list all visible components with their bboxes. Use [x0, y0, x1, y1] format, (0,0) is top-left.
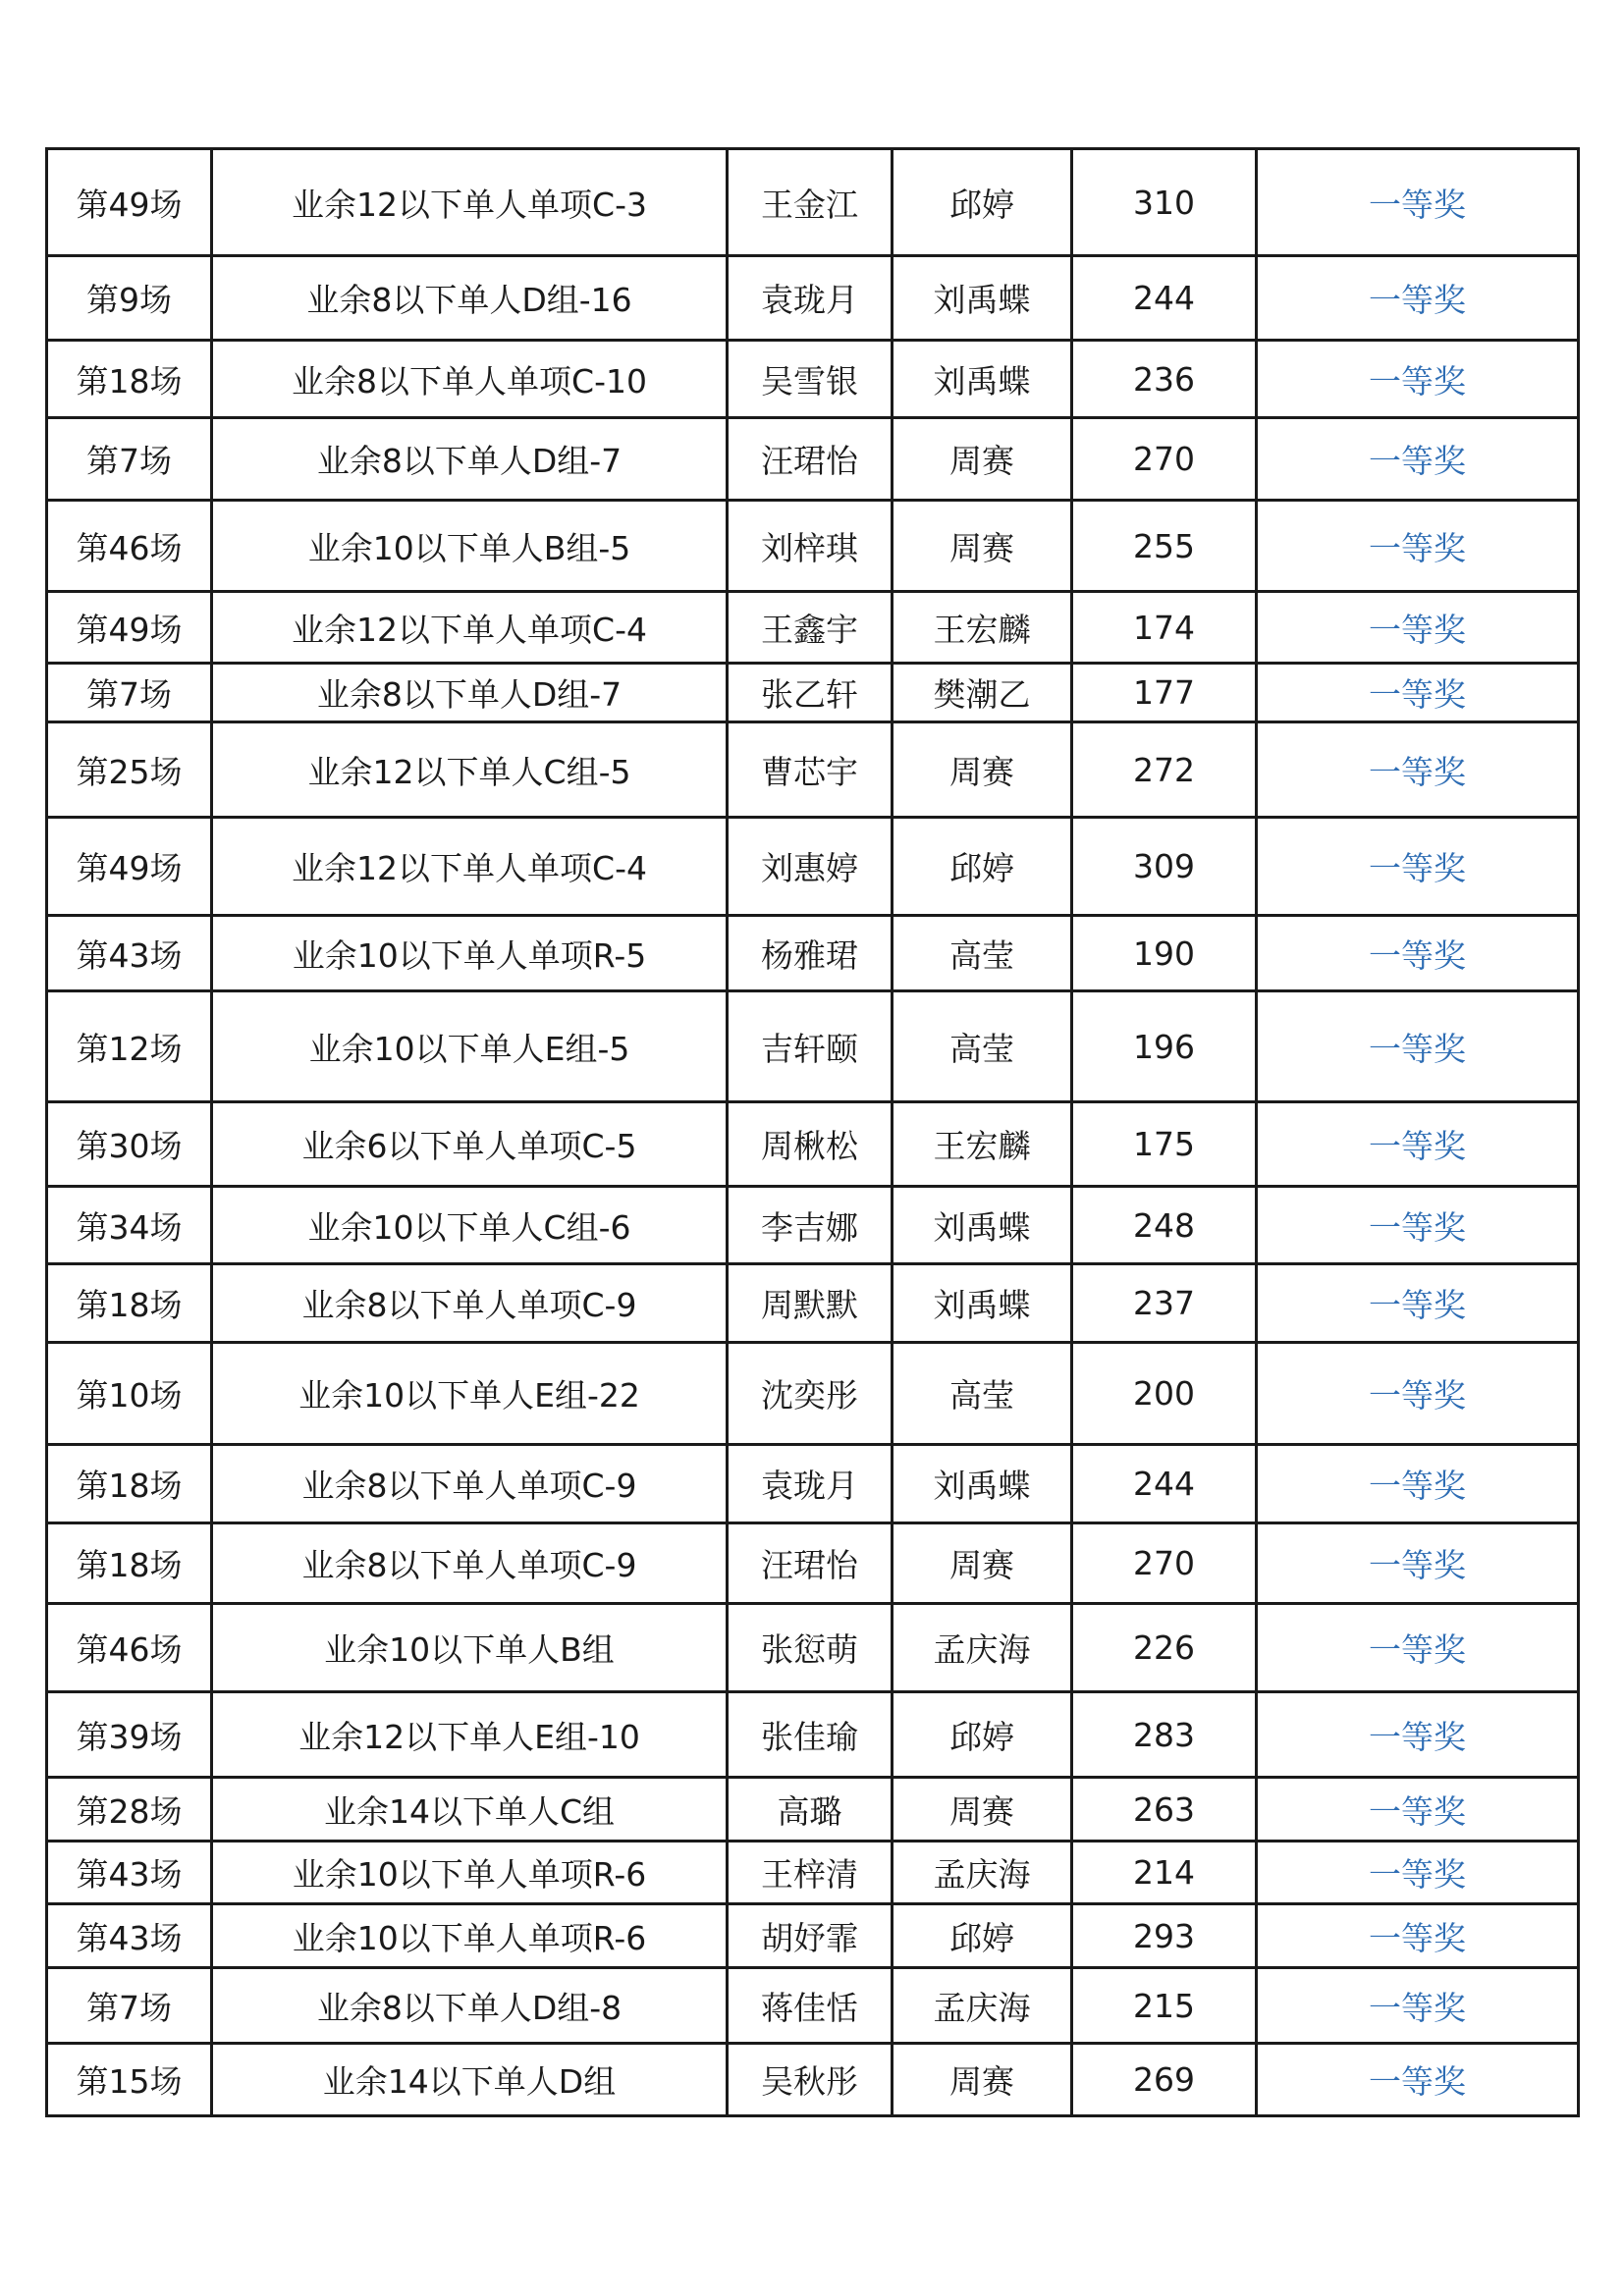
award-cell: 一等奖: [1257, 991, 1579, 1102]
name-cell: 张乙轩: [728, 664, 893, 722]
coach-cell: 周赛: [893, 501, 1072, 592]
name-cell: 王鑫宇: [728, 592, 893, 664]
coach-cell: 高莹: [893, 991, 1072, 1102]
event-cell: 业余10以下单人E组-5: [212, 991, 728, 1102]
score-cell: 255: [1072, 501, 1257, 592]
round-cell: 第49场: [47, 149, 212, 256]
round-cell: 第49场: [47, 592, 212, 664]
name-cell: 胡妤霏: [728, 1904, 893, 1968]
event-cell: 业余10以下单人单项R-6: [212, 1904, 728, 1968]
round-cell: 第15场: [47, 2044, 212, 2116]
event-cell: 业余8以下单人单项C-9: [212, 1445, 728, 1523]
table-row: [47, 341, 1579, 418]
table-row: [47, 1904, 1579, 1968]
award-cell: 一等奖: [1257, 1604, 1579, 1692]
round-cell: 第18场: [47, 1445, 212, 1523]
round-cell: 第28场: [47, 1778, 212, 1842]
score-cell: 283: [1072, 1692, 1257, 1778]
event-cell: 业余10以下单人B组: [212, 1604, 728, 1692]
coach-cell: 邱婷: [893, 818, 1072, 916]
table-row: [47, 1692, 1579, 1778]
table-row: [47, 1604, 1579, 1692]
event-cell: 业余14以下单人C组: [212, 1778, 728, 1842]
event-cell: 业余8以下单人D组-7: [212, 664, 728, 722]
coach-cell: 周赛: [893, 1523, 1072, 1604]
name-cell: 汪珺怡: [728, 418, 893, 501]
award-cell: 一等奖: [1257, 2044, 1579, 2116]
event-cell: 业余8以下单人D组-16: [212, 256, 728, 341]
table-row: [47, 1523, 1579, 1604]
round-cell: 第43场: [47, 1842, 212, 1904]
score-cell: 196: [1072, 991, 1257, 1102]
coach-cell: 刘禹蝶: [893, 256, 1072, 341]
table-row: [47, 722, 1579, 818]
score-cell: 237: [1072, 1264, 1257, 1343]
name-cell: 吴雪银: [728, 341, 893, 418]
event-cell: 业余8以下单人D组-8: [212, 1968, 728, 2044]
event-cell: 业余10以下单人单项R-5: [212, 916, 728, 991]
name-cell: 周楸松: [728, 1102, 893, 1187]
round-cell: 第7场: [47, 1968, 212, 2044]
table-row: [47, 256, 1579, 341]
coach-cell: 周赛: [893, 722, 1072, 818]
table-row: [47, 418, 1579, 501]
score-cell: 236: [1072, 341, 1257, 418]
results-table: [45, 147, 1580, 2117]
round-cell: 第9场: [47, 256, 212, 341]
round-cell: 第34场: [47, 1187, 212, 1264]
event-cell: 业余8以下单人单项C-9: [212, 1264, 728, 1343]
round-cell: 第46场: [47, 1604, 212, 1692]
table-row: [47, 1264, 1579, 1343]
round-cell: 第43场: [47, 1904, 212, 1968]
coach-cell: 王宏麟: [893, 1102, 1072, 1187]
score-cell: 244: [1072, 1445, 1257, 1523]
table-row: [47, 664, 1579, 722]
name-cell: 杨雅珺: [728, 916, 893, 991]
name-cell: 张佳瑜: [728, 1692, 893, 1778]
score-cell: 310: [1072, 149, 1257, 256]
score-cell: 177: [1072, 664, 1257, 722]
round-cell: 第12场: [47, 991, 212, 1102]
score-cell: 175: [1072, 1102, 1257, 1187]
event-cell: 业余12以下单人单项C-3: [212, 149, 728, 256]
name-cell: 吴秋彤: [728, 2044, 893, 2116]
round-cell: 第18场: [47, 1264, 212, 1343]
coach-cell: 邱婷: [893, 1904, 1072, 1968]
award-cell: 一等奖: [1257, 1842, 1579, 1904]
results-table-body: [47, 149, 1579, 2116]
table-row: [47, 1968, 1579, 2044]
table-row: [47, 1102, 1579, 1187]
award-cell: 一等奖: [1257, 1102, 1579, 1187]
table-row: [47, 1842, 1579, 1904]
table-row: [47, 916, 1579, 991]
coach-cell: 孟庆海: [893, 1968, 1072, 2044]
score-cell: 174: [1072, 592, 1257, 664]
award-cell: 一等奖: [1257, 1264, 1579, 1343]
name-cell: 蒋佳恬: [728, 1968, 893, 2044]
name-cell: 王金江: [728, 149, 893, 256]
coach-cell: 周赛: [893, 1778, 1072, 1842]
round-cell: 第18场: [47, 1523, 212, 1604]
event-cell: 业余8以下单人D组-7: [212, 418, 728, 501]
event-cell: 业余10以下单人C组-6: [212, 1187, 728, 1264]
name-cell: 沈奕彤: [728, 1343, 893, 1445]
award-cell: 一等奖: [1257, 256, 1579, 341]
event-cell: 业余10以下单人E组-22: [212, 1343, 728, 1445]
coach-cell: 邱婷: [893, 149, 1072, 256]
round-cell: 第39场: [47, 1692, 212, 1778]
round-cell: 第18场: [47, 341, 212, 418]
score-cell: 244: [1072, 256, 1257, 341]
round-cell: 第46场: [47, 501, 212, 592]
score-cell: 248: [1072, 1187, 1257, 1264]
round-cell: 第7场: [47, 664, 212, 722]
name-cell: 高璐: [728, 1778, 893, 1842]
award-cell: 一等奖: [1257, 341, 1579, 418]
award-cell: 一等奖: [1257, 1778, 1579, 1842]
score-cell: 272: [1072, 722, 1257, 818]
score-cell: 214: [1072, 1842, 1257, 1904]
event-cell: 业余14以下单人D组: [212, 2044, 728, 2116]
coach-cell: 刘禹蝶: [893, 1264, 1072, 1343]
award-cell: 一等奖: [1257, 1445, 1579, 1523]
award-cell: 一等奖: [1257, 1523, 1579, 1604]
coach-cell: 樊潮乙: [893, 664, 1072, 722]
score-cell: 309: [1072, 818, 1257, 916]
table-row: [47, 818, 1579, 916]
name-cell: 李吉娜: [728, 1187, 893, 1264]
event-cell: 业余8以下单人单项C-9: [212, 1523, 728, 1604]
name-cell: 王梓清: [728, 1842, 893, 1904]
event-cell: 业余10以下单人单项R-6: [212, 1842, 728, 1904]
score-cell: 226: [1072, 1604, 1257, 1692]
award-cell: 一等奖: [1257, 1904, 1579, 1968]
coach-cell: 王宏麟: [893, 592, 1072, 664]
award-cell: 一等奖: [1257, 916, 1579, 991]
event-cell: 业余12以下单人单项C-4: [212, 592, 728, 664]
event-cell: 业余6以下单人单项C-5: [212, 1102, 728, 1187]
award-cell: 一等奖: [1257, 1343, 1579, 1445]
table-row: [47, 2044, 1579, 2116]
score-cell: 190: [1072, 916, 1257, 991]
award-cell: 一等奖: [1257, 149, 1579, 256]
name-cell: 吉轩颐: [728, 991, 893, 1102]
award-cell: 一等奖: [1257, 501, 1579, 592]
results-page: [45, 147, 1577, 2117]
name-cell: 刘惠婷: [728, 818, 893, 916]
round-cell: 第7场: [47, 418, 212, 501]
award-cell: 一等奖: [1257, 664, 1579, 722]
score-cell: 269: [1072, 2044, 1257, 2116]
coach-cell: 刘禹蝶: [893, 341, 1072, 418]
coach-cell: 刘禹蝶: [893, 1187, 1072, 1264]
name-cell: 周默默: [728, 1264, 893, 1343]
name-cell: 汪珺怡: [728, 1523, 893, 1604]
table-row: [47, 592, 1579, 664]
table-row: [47, 149, 1579, 256]
table-row: [47, 1445, 1579, 1523]
award-cell: 一等奖: [1257, 592, 1579, 664]
event-cell: 业余12以下单人C组-5: [212, 722, 728, 818]
table-row: [47, 1187, 1579, 1264]
table-row: [47, 1343, 1579, 1445]
score-cell: 215: [1072, 1968, 1257, 2044]
round-cell: 第43场: [47, 916, 212, 991]
round-cell: 第30场: [47, 1102, 212, 1187]
award-cell: 一等奖: [1257, 818, 1579, 916]
award-cell: 一等奖: [1257, 1692, 1579, 1778]
table-row: [47, 501, 1579, 592]
award-cell: 一等奖: [1257, 1968, 1579, 2044]
coach-cell: 刘禹蝶: [893, 1445, 1072, 1523]
name-cell: 刘梓琪: [728, 501, 893, 592]
award-cell: 一等奖: [1257, 418, 1579, 501]
round-cell: 第49场: [47, 818, 212, 916]
award-cell: 一等奖: [1257, 722, 1579, 818]
table-row: [47, 1778, 1579, 1842]
event-cell: 业余12以下单人E组-10: [212, 1692, 728, 1778]
round-cell: 第25场: [47, 722, 212, 818]
coach-cell: 邱婷: [893, 1692, 1072, 1778]
event-cell: 业余10以下单人B组-5: [212, 501, 728, 592]
event-cell: 业余12以下单人单项C-4: [212, 818, 728, 916]
coach-cell: 周赛: [893, 2044, 1072, 2116]
score-cell: 270: [1072, 418, 1257, 501]
coach-cell: 孟庆海: [893, 1604, 1072, 1692]
coach-cell: 高莹: [893, 1343, 1072, 1445]
name-cell: 袁珑月: [728, 256, 893, 341]
score-cell: 263: [1072, 1778, 1257, 1842]
event-cell: 业余8以下单人单项C-10: [212, 341, 728, 418]
table-row: [47, 991, 1579, 1102]
coach-cell: 周赛: [893, 418, 1072, 501]
name-cell: 曹芯宇: [728, 722, 893, 818]
round-cell: 第10场: [47, 1343, 212, 1445]
name-cell: 张愆萌: [728, 1604, 893, 1692]
award-cell: 一等奖: [1257, 1187, 1579, 1264]
score-cell: 270: [1072, 1523, 1257, 1604]
score-cell: 293: [1072, 1904, 1257, 1968]
coach-cell: 孟庆海: [893, 1842, 1072, 1904]
name-cell: 袁珑月: [728, 1445, 893, 1523]
coach-cell: 高莹: [893, 916, 1072, 991]
score-cell: 200: [1072, 1343, 1257, 1445]
